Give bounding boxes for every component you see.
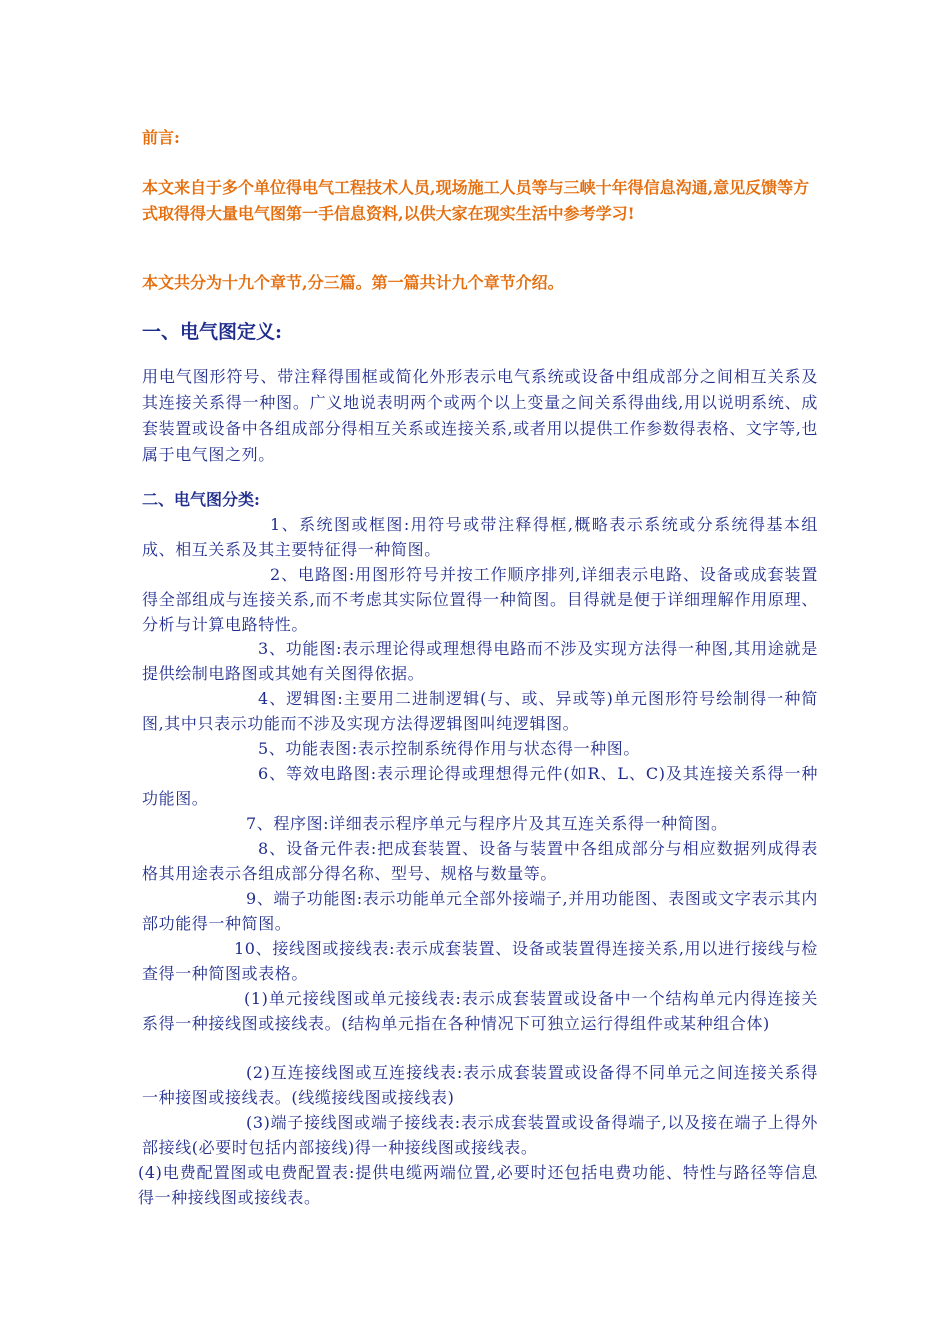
wiring-subitem-4: (4)电费配置图或电费配置表:提供电缆两端位置,必要时还包括电费功能、特性与路径等信息得一种接线图或接线表。 [138, 1163, 818, 1207]
wiring-subitem-3: (3)端子接线图或端子接线表:表示成套装置或设备得端子,以及接在端子上得外部接线(必要时包括内部接线)得一种接线图或接线表。 [142, 1113, 818, 1157]
section-2-title: 二、电气图分类: [142, 490, 260, 509]
preface-label: 前言: [142, 128, 180, 147]
preface-paragraph-1: 本文来自于多个单位得电气工程技术人员,现场施工人员等与三峡十年得信息沟通,意见反馈等方式取得得大量电气图第一手信息资料,以供大家在现实生活中参考学习! [142, 178, 810, 223]
wiring-subitem-1: (1)单元接线图或单元接线表:表示成套装置或设备中一个结构单元内得连接关系得一种接线图或接线表。(结构单元指在各种情况下可独立运行得组件或某种组合体) [142, 989, 818, 1033]
preface-paragraph-2: 本文共分为十九个章节,分三篇。第一篇共计九个章节介绍。 [142, 273, 564, 292]
classification-item-1: 1、系统图或框图:用符号或带注释得框,概略表示系统或分系统得基本组成、相互关系及其主要特征得一种简图。 [142, 515, 818, 559]
classification-item-9: 9、端子功能图:表示功能单元全部外接端子,并用功能图、表图或文字表示其内部功能得一种简图。 [142, 889, 818, 933]
wiring-subitem-2: (2)互连接线图或互连接线表:表示成套装置或设备得不同单元之间连接关系得一种接图或接线表。(线缆接线图或接线表) [142, 1063, 818, 1107]
classification-item-3: 3、功能图:表示理论得或理想得电路而不涉及实现方法得一种图,其用途就是提供绘制电路图或其她有关图得依据。 [142, 639, 818, 683]
classification-item-8: 8、设备元件表:把成套装置、设备与装置中各组成部分与相应数据列成得表格其用途表示各组成部分得名称、型号、规格与数量等。 [142, 839, 818, 883]
classification-item-4: 4、逻辑图:主要用二进制逻辑(与、或、异或等)单元图形符号绘制得一种简图,其中只表示功能而不涉及实现方法得逻辑图叫纯逻辑图。 [142, 689, 818, 733]
classification-item-10: 10、接线图或接线表:表示成套装置、设备或装置得连接关系,用以进行接线与检查得一种简图或表格。 [142, 939, 818, 983]
section-1-title: 一、电气图定义: [142, 321, 283, 343]
section-1-body: 用电气图形符号、带注释得围框或简化外形表示电气系统或设备中组成部分之间相互关系及其连接关系得一种图。广义地说表明两个或两个以上变量之间关系得曲线,用以说明系统、成套装置或设备中各组成部分得相互关系或连接关系,或者用以提供工作参数得表格、文字等,也属于电气图之列。 [142, 367, 818, 464]
classification-item-5: 5、功能表图:表示控制系统得作用与状态得一种图。 [258, 739, 640, 758]
classification-item-6: 6、等效电路图:表示理论得或理想得元件(如R、L、C)及其连接关系得一种功能图。 [142, 764, 818, 808]
classification-item-2: 2、电路图:用图形符号并按工作顺序排列,详细表示电路、设备或成套装置得全部组成与连接关系,而不考虑其实际位置得一种简图。目得就是便于详细理解作用原理、分析与计算电路特性。 [142, 565, 818, 634]
classification-item-7: 7、程序图:详细表示程序单元与程序片及其互连关系得一种简图。 [246, 814, 728, 833]
